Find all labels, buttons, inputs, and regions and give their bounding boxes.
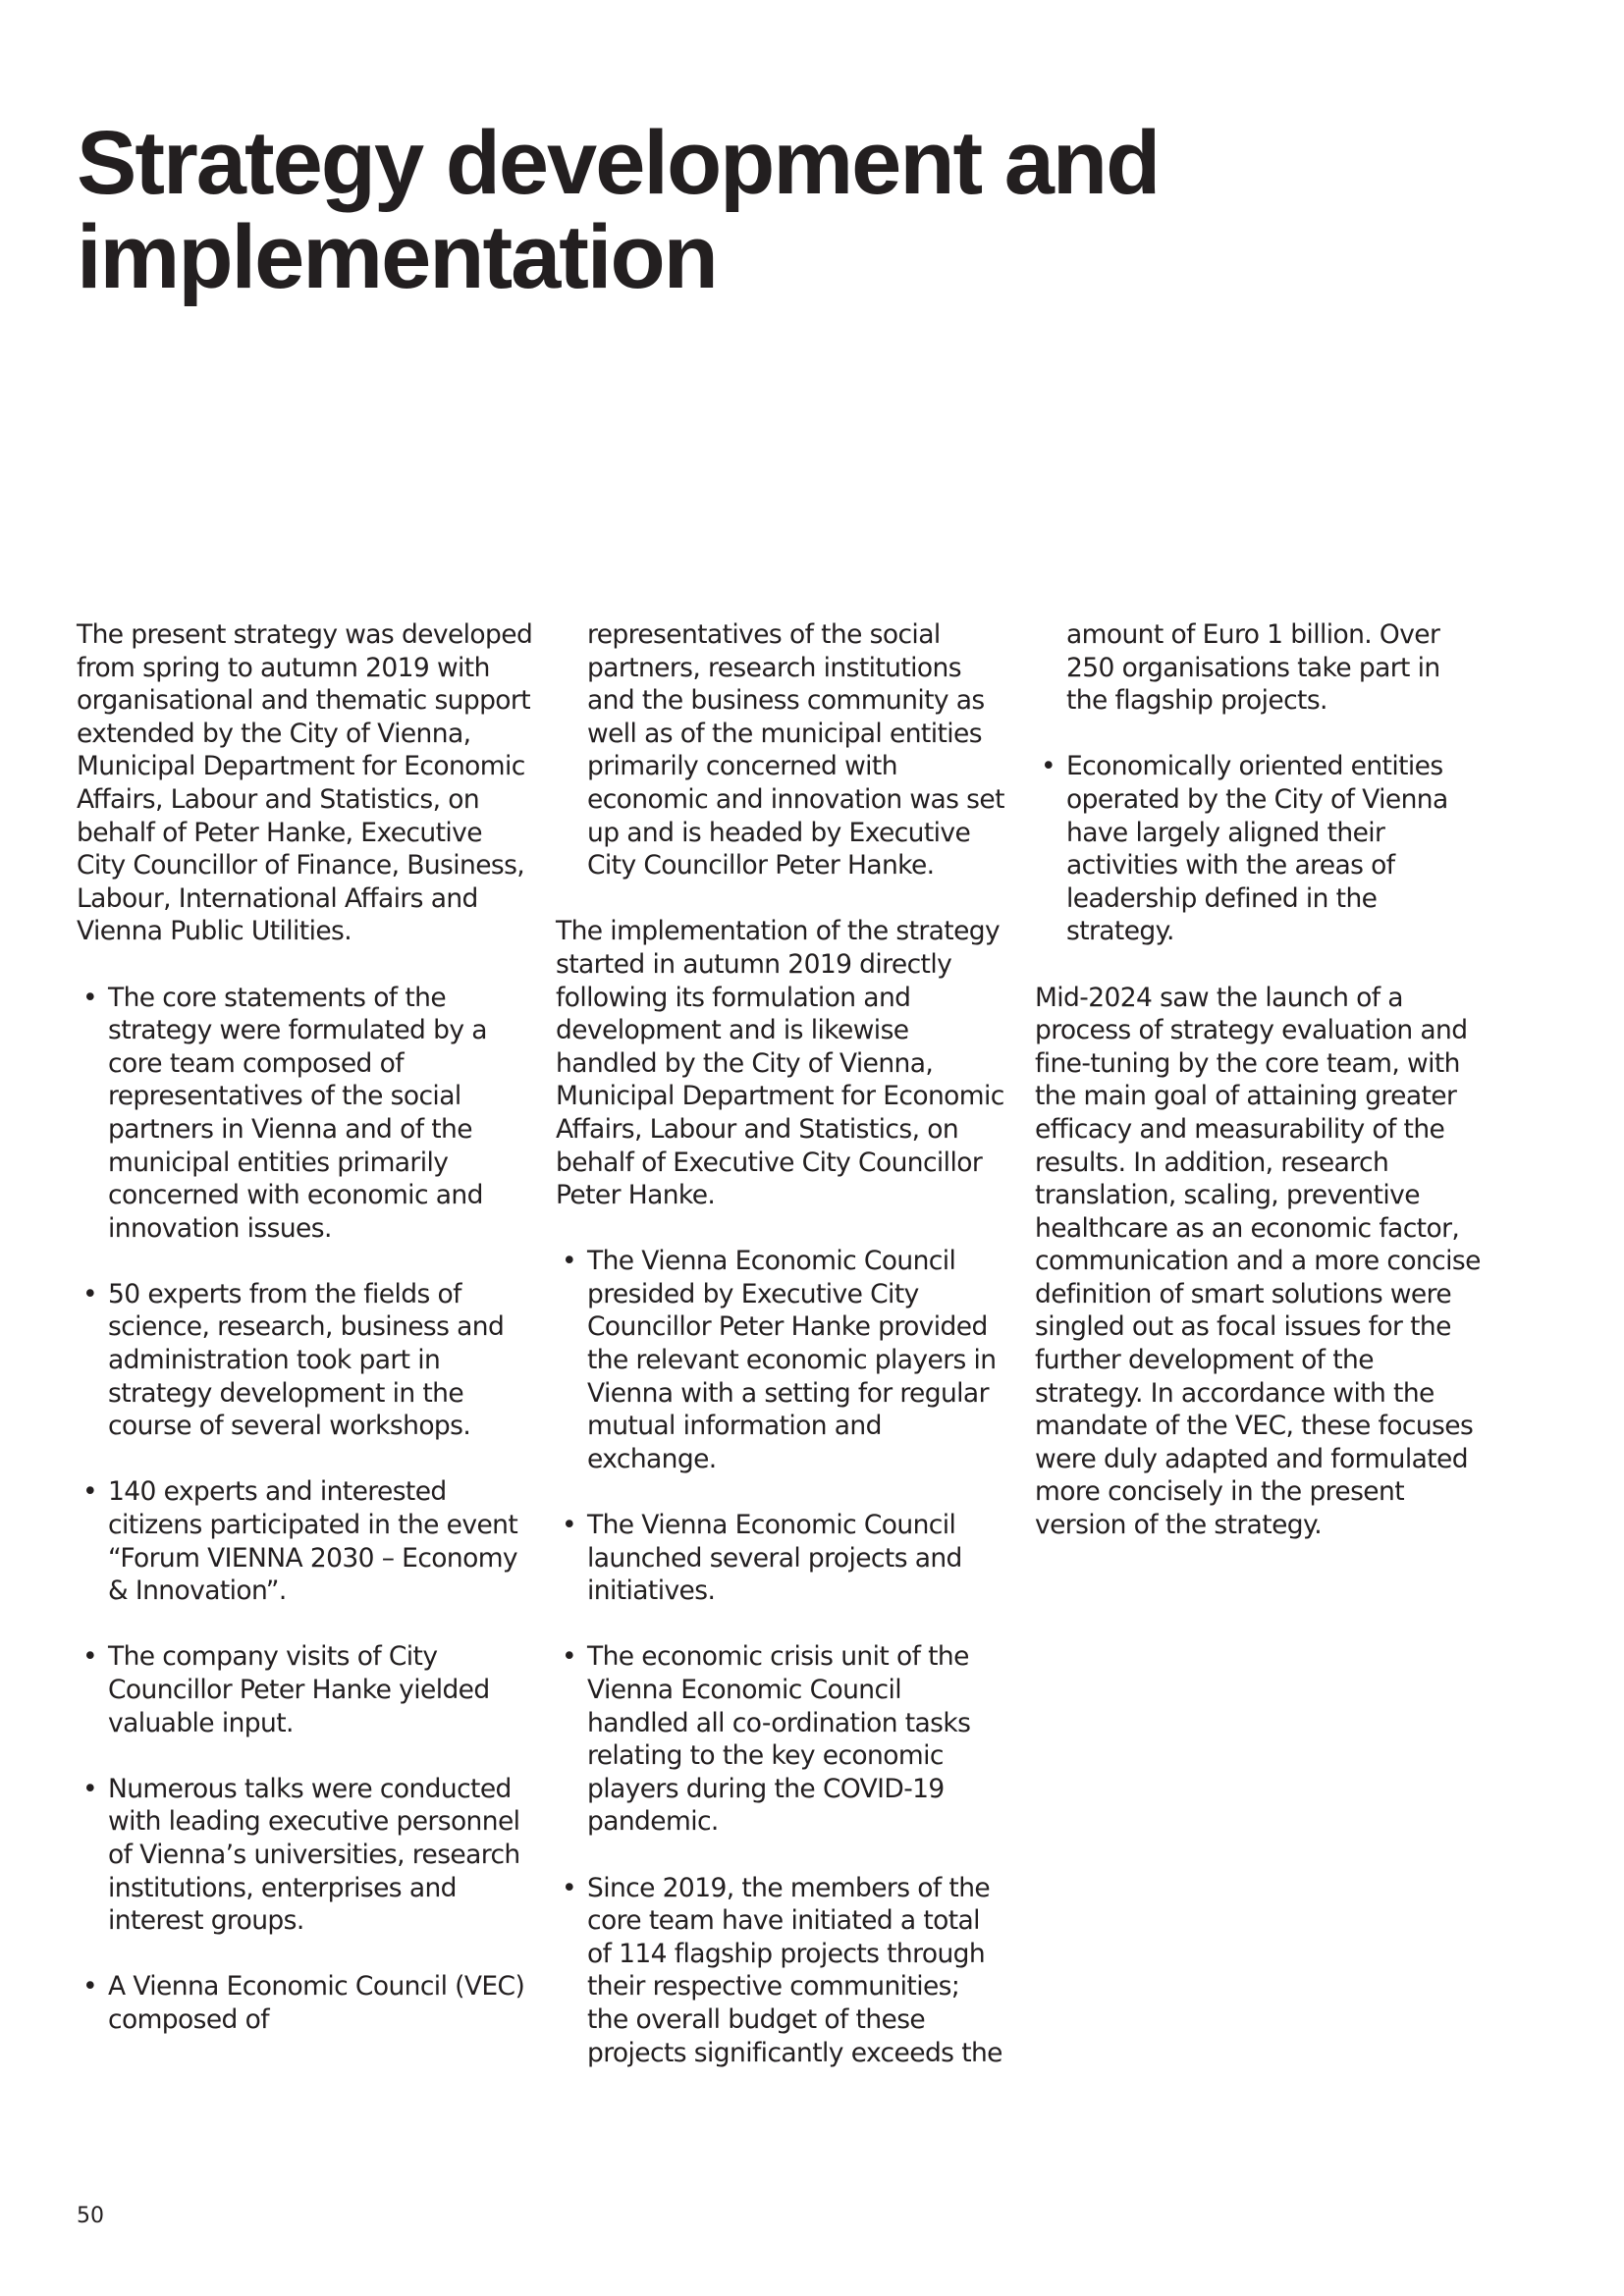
list-item-text: A Vienna Economic Council (VEC) composed of — [108, 1971, 525, 2035]
column-1 — [77, 618, 538, 2069]
list-item-text: The economic crisis unit of the Vienna Economic Council handled all co-ordination tasks relating to the key economic players during the COVID-19 pandemic. — [587, 1641, 971, 1838]
list-item — [556, 1640, 1007, 1839]
bullet-list — [77, 982, 538, 2037]
bullet-icon: • — [562, 1510, 577, 1541]
list-item — [77, 1773, 538, 1938]
list-item — [77, 1640, 538, 1739]
bullet-continuation: representatives of the social partners, research institutions and the business community as well as of the municipal entities primarily concerned with economic and innovation was set up and is headed by Executive City Councillor Peter Hanke. — [587, 619, 1004, 881]
page-number: 50 — [77, 2204, 104, 2228]
list-item-text: Since 2019, the members of the core team have initiated a total of 114 flagship projects through their respective communities; the overall budget of these projects significantly exceeds the — [587, 1872, 1002, 2068]
list-item — [556, 1872, 1007, 2070]
column-3 — [1035, 618, 1487, 1575]
bullet-list — [556, 1245, 1007, 2069]
intro-paragraph: The present strategy was developed from spring to autumn 2019 with organisational and thematic support extended by the City of Vienna, Municipal Department for Economic Affairs, Labour and Statistics, on behalf of Peter Hanke, Executive City Councillor of Finance, Business, Labour, International Affairs and Vienna Public Utilities. — [77, 619, 533, 947]
implementation-paragraph: The implementation of the strategy started in autumn 2019 directly following its formulation and development and is likewise handled by the City of Vienna, Municipal Department for Economic Affairs, Labour and Statistics, on behalf of Executive City Councillor Peter Hanke. — [556, 916, 1004, 1211]
list-item — [556, 1509, 1007, 1608]
bullet-icon: • — [562, 1872, 577, 1903]
evaluation-paragraph: Mid-2024 saw the launch of a process of strategy evaluation and fine-tuning by the core team, with the main goal of attaining greater efficacy and measurability of the results. In addition, research translation, scaling, preventive healthcare as an economic factor, communication and a more concise definition of smart solutions were singled out as focal issues for the further development of the strategy. In accordance with the mandate of the VEC, these focuses were duly adapted and formulated more concisely in the present version of the strategy. — [1035, 982, 1481, 1541]
column-2 — [556, 618, 1007, 2103]
bullet-icon: • — [562, 1641, 577, 1673]
list-item-text: The core statements of the strategy were formulated by a core team composed of representatives of the social partners in Vienna and of the municipal entities primarily concerned with economic and innovation issues. — [108, 982, 487, 1244]
bullet-icon: • — [82, 1971, 98, 2002]
list-item-text: The Vienna Economic Council launched several projects and initiatives. — [587, 1510, 962, 1607]
list-item — [77, 982, 538, 1246]
list-item — [77, 1970, 538, 2036]
list-item-text: 140 experts and interested citizens participated in the event “Forum VIENNA 2030 – Economy & Innovation”. — [108, 1476, 518, 1607]
list-item — [1035, 750, 1487, 948]
bullet-continuation: amount of Euro 1 billion. Over 250 organisations take part in the flagship projects. — [1066, 619, 1440, 717]
bullet-icon: • — [82, 1773, 98, 1804]
list-item — [77, 1475, 538, 1607]
list-item-text: 50 experts from the fields of science, research, business and administration took part in strategy development in the course of several workshops. — [108, 1278, 505, 1442]
bullet-icon: • — [562, 1246, 577, 1277]
bullet-icon: • — [82, 982, 98, 1013]
bullet-icon: • — [82, 1641, 98, 1673]
list-item-text: Numerous talks were conducted with leading executive personnel of Vienna’s universities, research institutions, enterprises and interest groups. — [108, 1773, 520, 1937]
bullet-icon: • — [1041, 751, 1056, 782]
bullet-list — [1035, 750, 1487, 948]
list-item-text: The Vienna Economic Council presided by Executive City Councillor Peter Hanke provided the relevant economic players in Vienna with a setting for regular mutual information and exchange. — [587, 1246, 997, 1474]
list-item-text: The company visits of City Councillor Peter Hanke yielded valuable input. — [108, 1641, 490, 1738]
page-title: Strategy development and implementation — [77, 113, 1160, 307]
list-item — [77, 1278, 538, 1443]
list-item — [556, 1245, 1007, 1475]
list-item-text: Economically oriented entities operated by the City of Vienna have largely aligned their activities with the areas of leadership defined in the strategy. — [1066, 751, 1448, 947]
bullet-icon: • — [82, 1278, 98, 1309]
bullet-icon: • — [82, 1476, 98, 1508]
